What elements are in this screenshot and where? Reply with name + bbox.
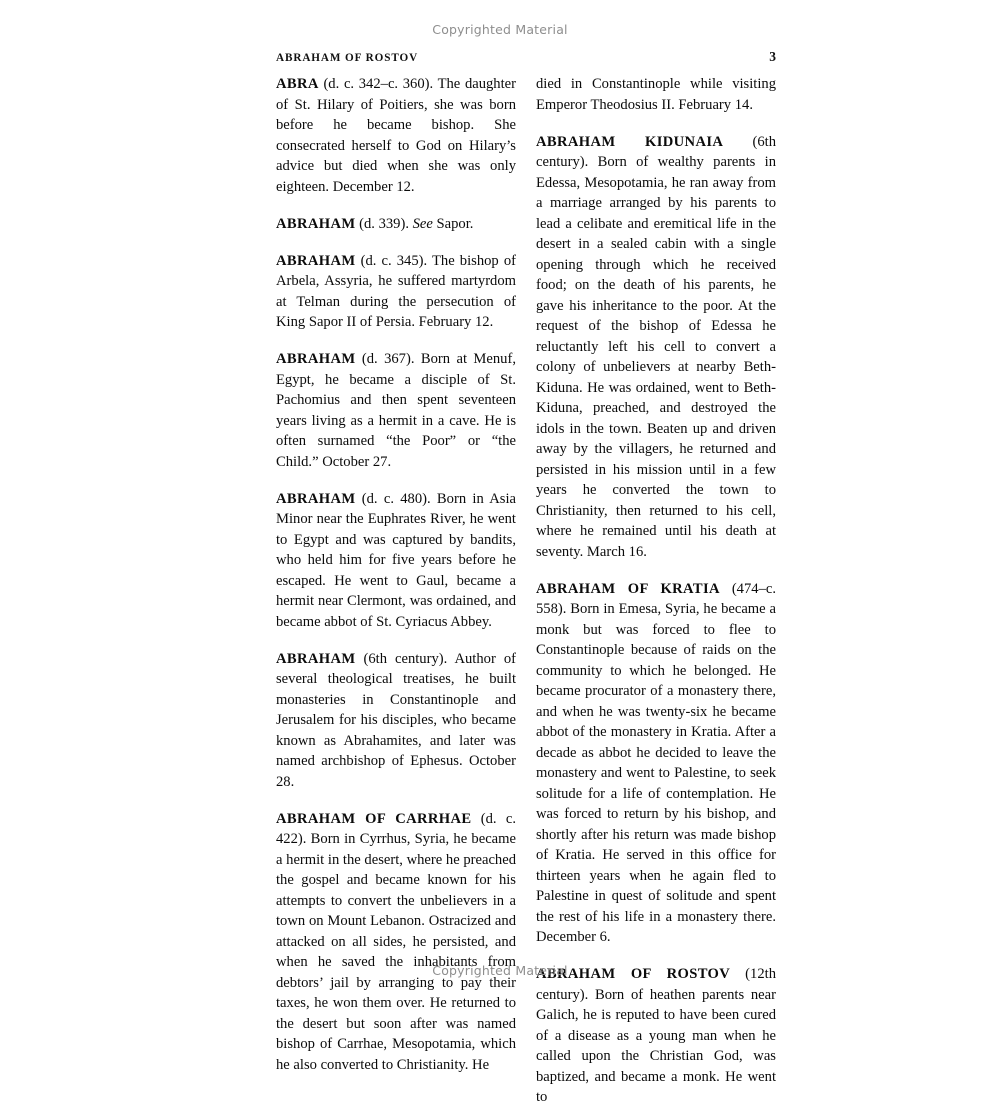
entry-cross-reference-marker: See: [412, 215, 433, 232]
entry-text: (d. c. 480). Born in Asia Minor near the Euphrates River, he went to Egypt and was captured by bandits, who held him for five years before he escaped. He went to Gaul, became a hermit near Clermont, was ordained, and became abbot of St. Cyriacus Abbey.: [276, 490, 516, 630]
watermark-top: Copyrighted Material: [432, 22, 568, 37]
column-right: [536, 74, 776, 1105]
entry-text: (d. 367). Born at Menuf, Egypt, he became a disciple of St. Pachomius and then spent seventeen years living as a hermit in a cave. He is often surnamed “the Poor” or “the Child.” October 27.: [276, 351, 516, 470]
dictionary-entry: [276, 809, 516, 1076]
entry-headword: ABRAHAM: [276, 351, 356, 367]
entry-text: (12th century). Born of heathen parents near Galich, he is reputed to have been cured of a disease as a young man when he called upon the Christian God, was baptized, and became a monk. He went to: [536, 966, 776, 1105]
entry-text: died in Constantinople while visiting Emperor Theodosius II. February 14.: [536, 76, 776, 113]
entry-text: (d. c. 342–c. 360). The daughter of St. Hilary of Poitiers, she was born before he became bishop. She consecrated herself to God on Hilary’s advice but died when she was only eighteen. December 12.: [276, 76, 516, 195]
entry-headword: ABRAHAM: [276, 215, 356, 232]
entry-text: (6th century). Author of several theological treatises, he built monasteries in Constantinople and Jerusalem for his disciples, who became known as Abrahamites, and later was named archbishop of Ephesus. October 28.: [276, 650, 516, 790]
dictionary-entry: [536, 579, 776, 948]
entry-headword: ABRAHAM: [276, 252, 356, 269]
entry-text: (d. c. 345). The bishop of Arbela, Assyria, he suffered martyrdom at Telman during the persecution of King Sapor II of Persia. February 12.: [276, 252, 516, 330]
entry-headword: ABRAHAM: [276, 490, 356, 507]
running-head-title: ABRAHAM OF ROSTOV: [276, 52, 419, 64]
dictionary-entry: [536, 132, 776, 563]
dictionary-entry: [276, 349, 516, 472]
entry-text: (474–c. 558). Born in Emesa, Syria, he became a monk but was forced to flee to Constantinople because of raids on the community to which he belonged. He became procurator of a monastery there, and when he was twenty-six he became abbot of the monastery in Kratia. After a decade as abbot he decided to leave the monastery and went to Palestine, to seek solitude for a life of contemplation. He was forced to return by his bishop, and shortly after his return was made bishop of Kratia. He served in this office for thirteen years when he again fled to Palestine in quest of solitude and spent the rest of his life in a monastery there. December 6.: [536, 580, 776, 945]
entry-cross-reference-target: Sapor.: [432, 215, 474, 232]
entry-headword: ABRAHAM OF CARRHAE: [276, 810, 472, 827]
page-number: 3: [769, 49, 776, 64]
entry-headword: ABRA: [276, 76, 319, 92]
dictionary-entry: [276, 214, 516, 235]
entry-headword: ABRAHAM OF ROSTOV: [536, 966, 731, 982]
dictionary-entry-continuation: [536, 74, 776, 115]
dictionary-entry: [536, 964, 776, 1108]
entry-headword: ABRAHAM OF KRATIA: [536, 580, 720, 597]
dictionary-entry: [276, 251, 516, 333]
watermark-bottom: Copyrighted Material: [432, 963, 568, 978]
running-head: [276, 49, 776, 65]
entry-headword: ABRAHAM KIDUNAIA: [536, 133, 724, 150]
entry-text: (d. 339).: [355, 215, 413, 232]
entry-headword: ABRAHAM: [276, 650, 356, 667]
dictionary-entry: [276, 489, 516, 633]
entry-text: (6th century). Born of wealthy parents in Edessa, Mesopotamia, he ran away from a marriage arranged by his parents to lead a celibate and eremitical life in the desert in a sealed cabin with a single opening through which he received food; on the death of his parents, he gave his inheritance to the poor. At the request of the bishop of Edessa he reluctantly left his cell to convert a colony of unbelievers at nearby Beth-Kiduna. He was ordained, went to Beth-Kiduna, preached, and destroyed the idols in the town. Beaten up and driven away by the villagers, he returned and persisted in his mission until in a few years he converted the town to Christianity, then returned to his cell, where he remained until his death at seventy. March 16.: [536, 133, 776, 560]
entry-text: (d. c. 422). Born in Cyrrhus, Syria, he became a hermit in the desert, where he preached the gospel and became known for his attempts to convert the unbelievers in a town on Mount Lebanon. Ostracized and attacked on all sides, he persisted, and when he saved the inhabitants from debtors’ jail by arranging to pay their taxes, he won them over. He returned to the desert but soon after was named bishop of Carrhae, Mesopotamia, which he also converted to Christianity. He: [276, 810, 517, 1073]
dictionary-entry: [276, 649, 516, 793]
dictionary-entry: [276, 74, 516, 197]
